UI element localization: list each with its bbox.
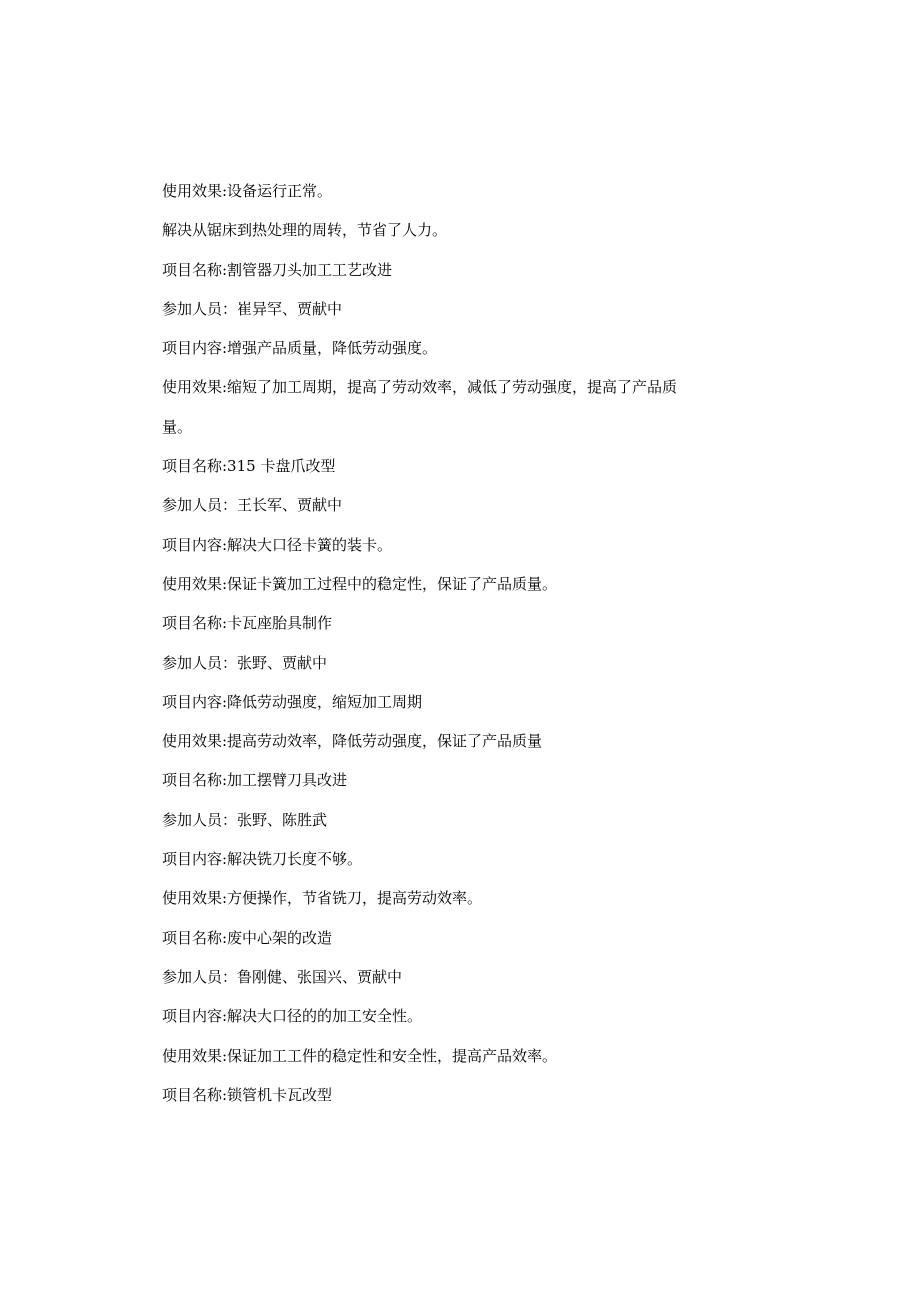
text-line: 项目名称:废中心架的改造: [162, 928, 333, 947]
text-line: 解决从锯床到热处理的周转，节省了人力。: [162, 221, 448, 240]
text-line: 项目名称:315 卡盘爪改型: [162, 457, 336, 476]
text-line: 参加人员：崔异罕、贾献中: [162, 299, 343, 318]
text-line: 使用效果:保证卡簧加工过程中的稳定性，保证了产品质量。: [162, 574, 558, 593]
text-line: 参加人员：张野、陈胜武: [162, 810, 328, 829]
text-line: 使用效果:提高劳动效率，降低劳动强度，保证了产品质量: [162, 732, 543, 751]
text-line: 使用效果:缩短了加工周期，提高了劳动效率，减低了劳动强度，提高了产品质: [162, 378, 678, 397]
text-line: 参加人员：王长军、贾献中: [162, 496, 343, 515]
text-line: 项目内容:解决大口径卡簧的装卡。: [162, 535, 393, 554]
text-line: 使用效果:设备运行正常。: [162, 182, 333, 200]
text-line: 参加人员：张野、贾献中: [162, 653, 328, 672]
text-line: 项目名称:卡瓦座胎具制作: [162, 614, 333, 633]
text-line: 量。: [162, 417, 193, 436]
text-line: 项目内容:降低劳动强度，缩短加工周期: [162, 692, 423, 711]
text-line: 参加人员：鲁刚健、张国兴、贾献中: [162, 967, 403, 986]
text-line: 项目内容:增强产品质量，降低劳动强度。: [162, 339, 438, 358]
document-body: [162, 172, 762, 1115]
text-line: 使用效果:保证加工工件的稳定性和安全性，提高产品效率。: [162, 1046, 558, 1065]
text-line: 项目名称:锁管机卡瓦改型: [162, 1085, 333, 1104]
text-line: 项目名称:割管器刀头加工工艺改进: [162, 260, 393, 279]
text-line: 项目内容:解决大口径的的加工安全性。: [162, 1007, 423, 1026]
text-line: 使用效果:方便操作，节省铣刀，提高劳动效率。: [162, 889, 483, 908]
text-line: 项目内容:解决铣刀长度不够。: [162, 850, 363, 869]
text-line: 项目名称:加工摆臂刀具改进: [162, 771, 348, 790]
